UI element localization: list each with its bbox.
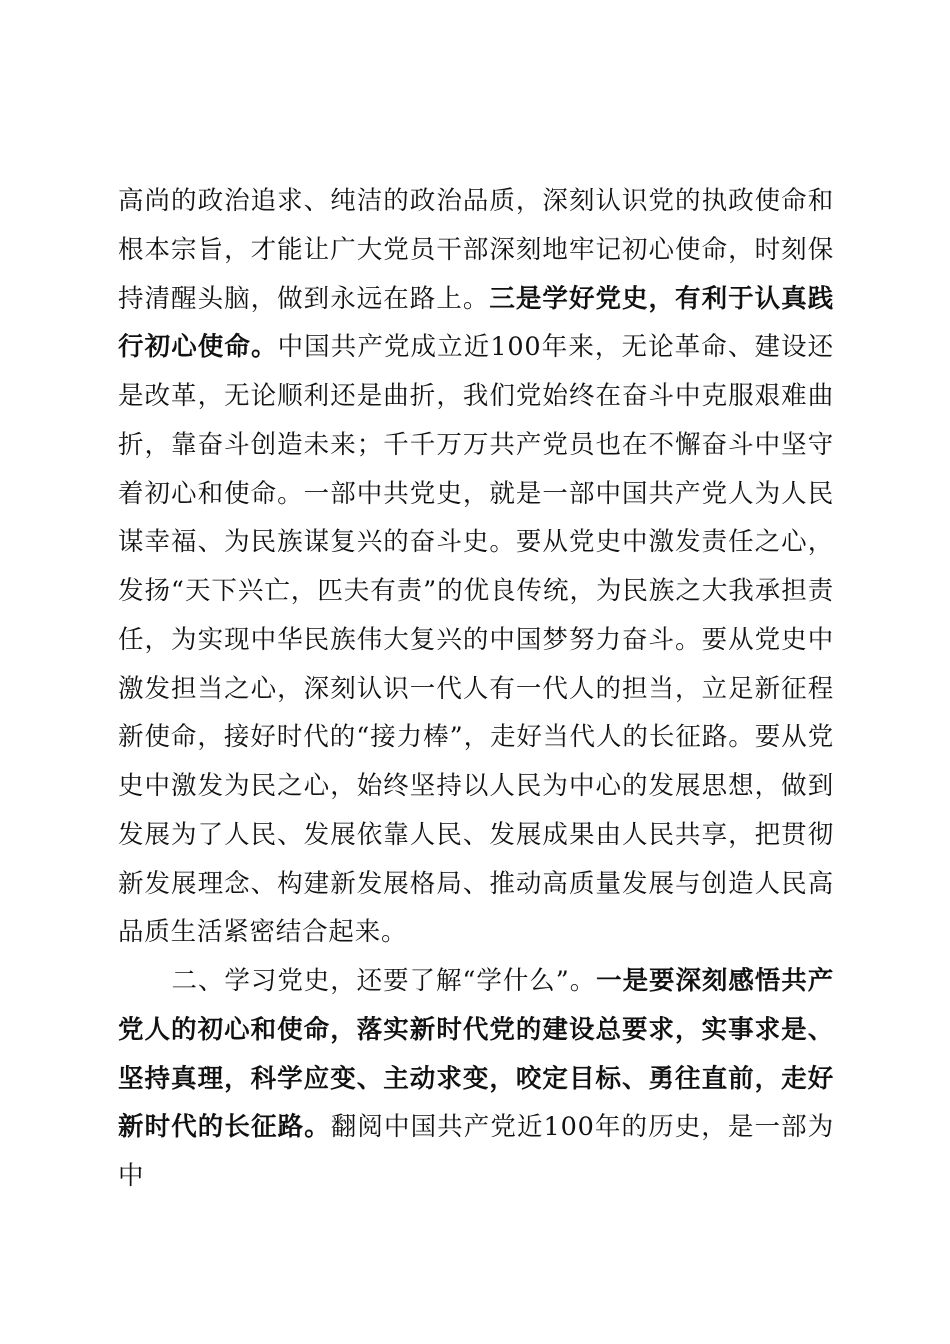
bold-text-run: 一是要深刻感悟共产党人的初心和使命，落实新时代党的建设总要求，实事求是、坚持真理，科学应变、主动求变，咬定目标、勇往直前，走好新时代的长征路。 — [118, 966, 834, 1143]
text-run: 翻阅中国共产党近100年的历史，是一部为中 — [118, 1112, 834, 1191]
text-run: 中国共产党成立近100年来，无论革命、建设还是改革，无论顺利还是曲折，我们党始终在奋斗中克服艰难曲折，靠奋斗创造未来；千千万万共产党员也在不懈奋斗中坚守着初心和使命。一部中共党史，就是一部中国共产党人为人民谋幸福、为民族谋复兴的奋斗史。要从党史中激发责任之心，发扬“天下兴亡，匹夫有责”的优良传统，为民族之大我承担责任，为实现中华民族伟大复兴的中国梦努力奋斗。要从党史中激发担当之心，深刻认识一代人有一代人的担当，立足新征程新使命，接好时代的“接力棒”，走好当代人的长征路。要从党史中激发为民之心，始终坚持以人民为中心的发展思想，做到发展为了人民、发展依靠人民、发展成果由人民共享，把贯彻新发展理念、构建新发展格局、推动高质量发展与创造人民高品质生活紧密结合起来。 — [118, 332, 834, 948]
document-body — [118, 177, 834, 1201]
bold-text-run: 三是学好党史，有利于认真践行初心使命。 — [118, 283, 834, 363]
section-heading-run: 二、学习党史，还要了解“学什么”。 — [171, 966, 597, 996]
paragraph — [118, 957, 834, 1201]
text-run: 高尚的政治追求、纯洁的政治品质，深刻认识党的执政使命和根本宗旨，才能让广大党员干部深刻地牢记初心使命，时刻保持清醒头脑，做到永远在路上。 — [118, 186, 834, 314]
paragraph — [118, 177, 834, 957]
